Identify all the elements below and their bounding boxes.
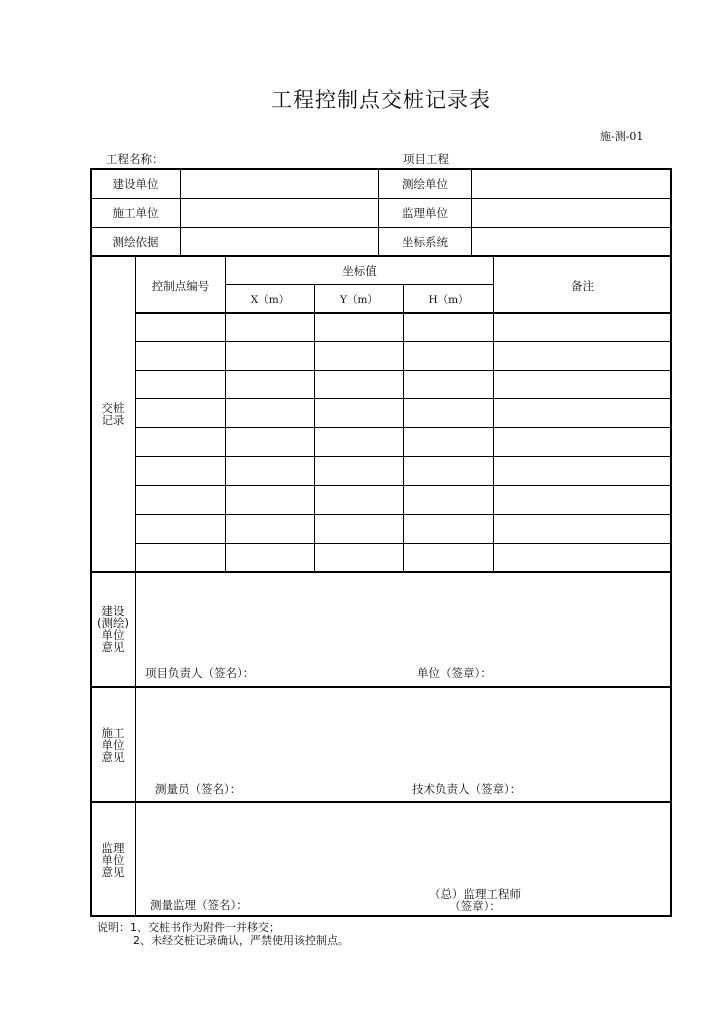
info-label: 测绘单位	[402, 177, 448, 191]
label-line: 施工	[101, 726, 125, 740]
label-line: 交桩	[101, 401, 125, 415]
signature-label: 项目负责人（签名）：	[145, 666, 255, 680]
header-x: X（m）	[250, 294, 290, 306]
seal-label-line: （总）监理工程师	[429, 887, 521, 901]
note-line: 1、交桩书作为附件一并移交；	[130, 921, 280, 934]
signature-label: 测量员（签名）：	[155, 782, 242, 796]
label-line: 意见	[101, 640, 125, 654]
handover-section-label	[91, 402, 135, 426]
notes-prefix: 说明：	[97, 921, 130, 934]
seal-label	[425, 888, 525, 912]
info-label: 坐标系统	[402, 235, 448, 249]
table-row	[136, 371, 671, 398]
table-row	[136, 313, 671, 341]
header-remarks: 备注	[571, 279, 594, 293]
label-line: 意见	[101, 750, 125, 764]
table-row	[136, 486, 671, 514]
table-row	[136, 428, 671, 456]
divider	[91, 255, 671, 257]
table-border-top	[91, 168, 672, 170]
label-line: 单位	[101, 628, 125, 642]
divider	[91, 198, 671, 199]
label-line: 单位	[101, 738, 125, 752]
signature-label: 测量监理（签名）：	[150, 898, 248, 912]
table-row	[136, 342, 671, 370]
info-label: 监理单位	[402, 206, 448, 220]
label-line: 监理	[101, 841, 125, 855]
project-name-label: 工程名称：	[106, 152, 164, 166]
opinion-label	[91, 605, 135, 653]
opinion-text-area[interactable]	[136, 573, 670, 663]
seal-label: 单位（签章）：	[417, 666, 492, 680]
page-title: 工程控制点交桩记录表	[271, 88, 491, 112]
table-border-left	[90, 168, 92, 917]
header-coord-group: 坐标值	[342, 264, 377, 278]
opinion-text-area[interactable]	[136, 688, 670, 778]
seal-label-line: （签章）：	[449, 899, 501, 913]
seal-label: 技术负责人（签章）：	[412, 782, 522, 796]
label-line: 记录	[101, 413, 125, 427]
note-line-2: 2、未经交桩记录确认，严禁使用该控制点。	[133, 934, 349, 947]
header-point-id: 控制点编号	[151, 279, 210, 293]
info-label: 建设单位	[112, 177, 159, 191]
table-row	[136, 457, 671, 485]
header-h: H（m）	[428, 294, 469, 306]
label-line: 单位	[101, 853, 125, 867]
opinion-label	[91, 727, 135, 763]
table-row	[136, 399, 671, 427]
divider	[180, 169, 181, 256]
project-type-label: 项目工程	[403, 152, 449, 166]
notes	[97, 921, 280, 934]
divider	[471, 169, 472, 256]
table-row	[136, 515, 671, 543]
table-row	[136, 544, 671, 571]
divider	[91, 227, 671, 228]
info-label: 施工单位	[112, 206, 159, 220]
opinion-label	[91, 842, 135, 878]
header-y: Y（m）	[340, 294, 378, 306]
form-code: 施-测-01	[600, 130, 644, 143]
opinion-text-area[interactable]	[136, 803, 670, 883]
divider	[225, 284, 493, 285]
info-label: 测绘依据	[112, 235, 159, 249]
table-border-bottom	[91, 915, 672, 917]
label-line: (测绘)	[97, 616, 129, 630]
label-line: 意见	[101, 865, 125, 879]
label-line: 建设	[101, 604, 125, 618]
